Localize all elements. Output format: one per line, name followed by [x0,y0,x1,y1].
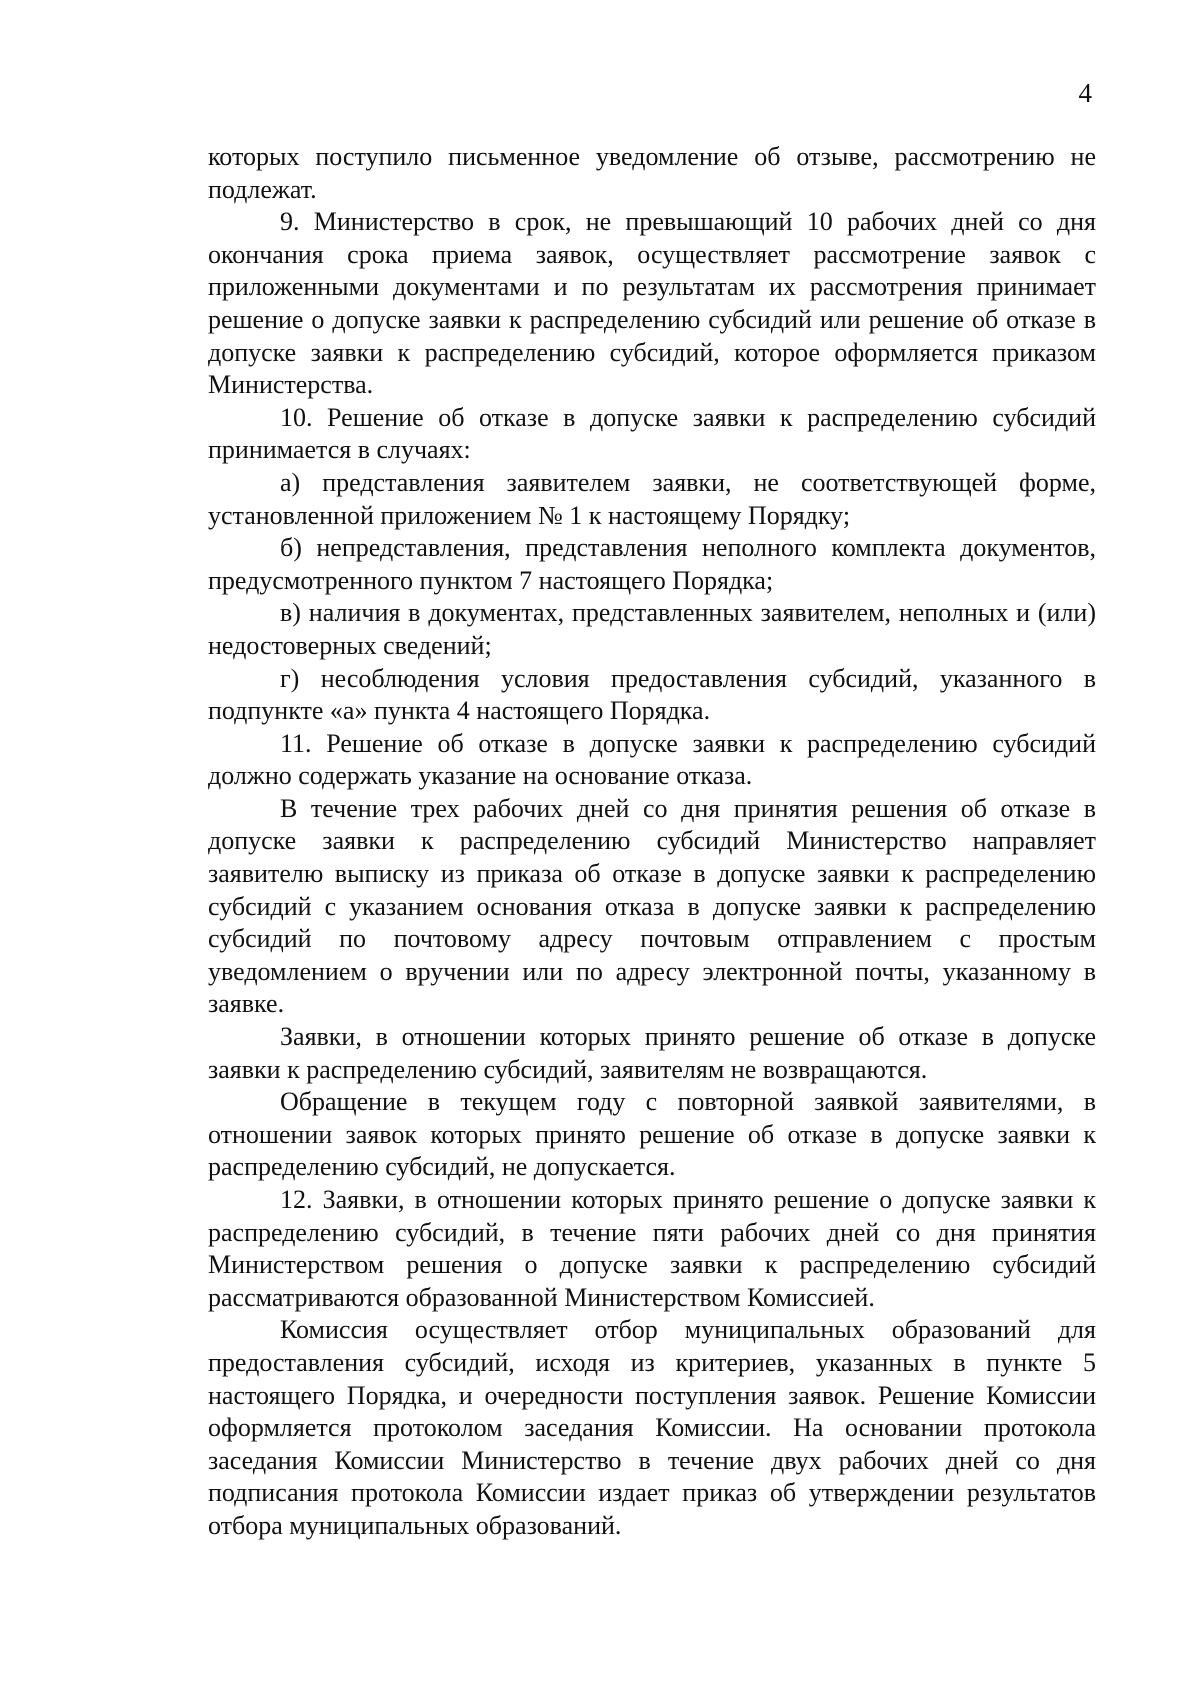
paragraph: Комиссия осуществляет отбор муниципальных образований для предоставления субсидий, исходя из критериев, указанных в пункте 5 настоящего Порядка, и очередности поступления заявок. Решение Комиссии оформляется протоколом заседания Комиссии. На основании протокола заседания Комиссии Министерство в течение двух рабочих дней со дня подписания протокола Комиссии издает приказ об утверждении результатов отбора муниципальных образований. [208,1315,1096,1540]
paragraph: 11. Решение об отказе в допуске заявки к распределению субсидий должно содержать указание на основание отказа. [208,728,1096,791]
paragraph: б) непредставления, представления неполного комплекта документов, предусмотренного пунктом 7 настоящего Порядка; [208,533,1096,595]
paragraph: 12. Заявки, в отношении которых принято решение о допуске заявки к распределению субсидий, в течение пяти рабочих дней со дня принятия Министерством решения о допуске заявки к распределению субсидий рассматриваются образованной Министерством Комиссией. [208,1185,1096,1312]
paragraph: которых поступило письменное уведомление об отзыве, рассмотрению не подлежат. [208,142,1096,204]
page-number: 4 [1078,78,1092,108]
paragraph: в) наличия в документах, представленных заявителем, неполных и (или) недостоверных сведений; [208,598,1096,660]
paragraph: 9. Министерство в срок, не превышающий 10 рабочих дней со дня окончания срока приема заявок, осуществляет рассмотрение заявок с приложенными документами и по результатам их рассмотрения принимает решение о допуске заявки к распределению субсидий или решение об отказе в допуске заявки к распределению субсидий, которое оформляется приказом Министерства. [208,207,1096,400]
paragraph: а) представления заявителем заявки, не соответствующей форме, установленной приложением № 1 к настоящему Порядку; [208,467,1096,530]
paragraph: В течение трех рабочих дней со дня принятия решения об отказе в допуске заявки к распределению субсидий Министерство направляет заявителю выписку из приказа об отказе в допуске заявки к распределению субсидий с указанием основания отказа в допуске заявки к распределению субсидий по почтовому адресу почтовым отправлением с простым уведомлением о вручении или по адресу электронной почты, указанному в заявке. [208,793,1096,1019]
paragraph: Заявки, в отношении которых принято решение об отказе в допуске заявки к распределению субсидий, заявителям не возвращаются. [208,1022,1096,1084]
paragraph: г) несоблюдения условия предоставления субсидий, указанного в подпункте «а» пункта 4 настоящего Порядка. [208,663,1096,726]
document-body [208,141,1096,1543]
paragraph: Обращение в текущем году с повторной заявкой заявителями, в отношении заявок которых принято решение об отказе в допуске заявки к распределению субсидий, не допускается. [208,1087,1096,1182]
paragraph: 10. Решение об отказе в допуске заявки к распределению субсидий принимается в случаях: [208,402,1096,465]
